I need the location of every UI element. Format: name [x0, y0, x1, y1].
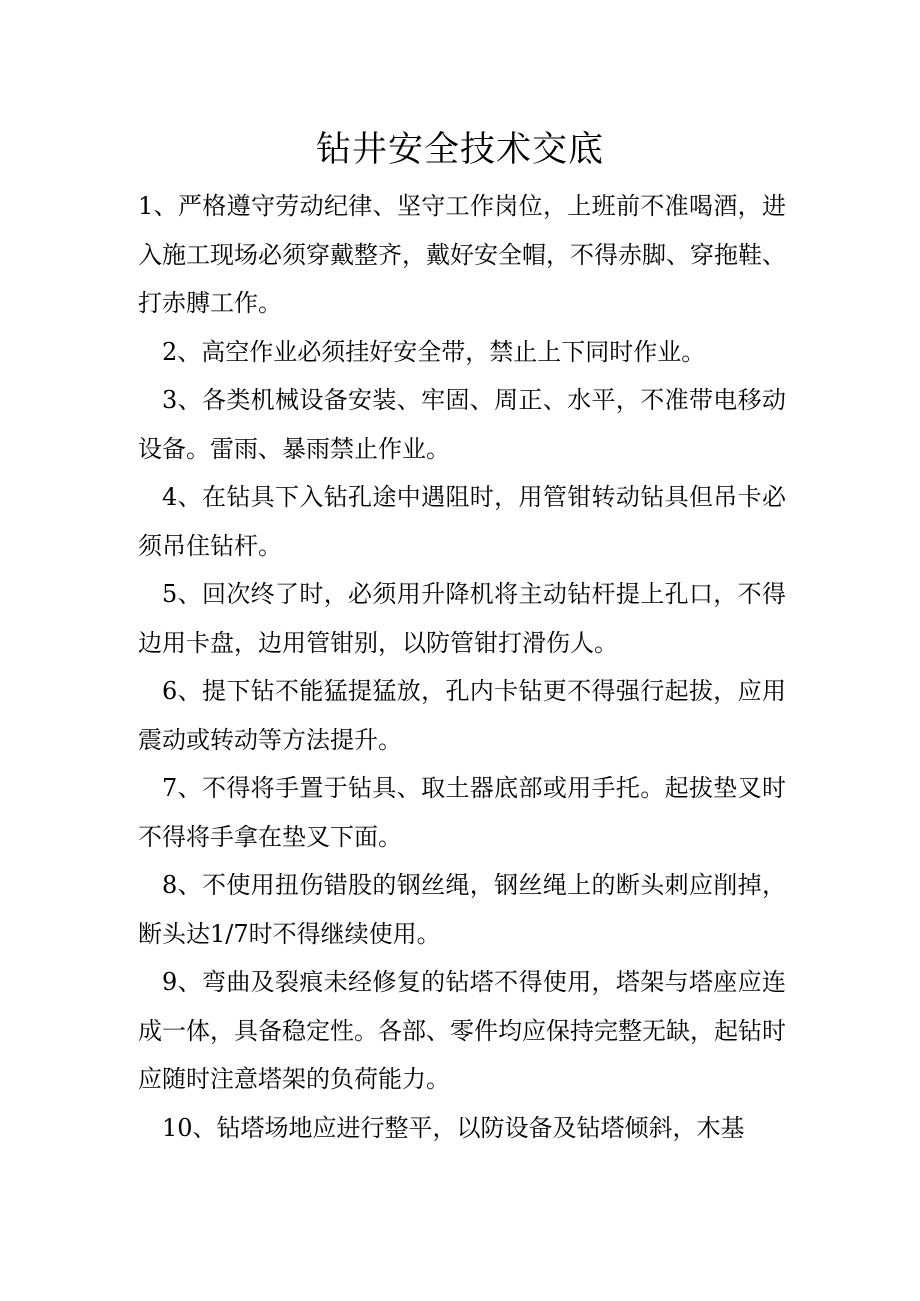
- paragraph-9: 9、弯曲及裂痕未经修复的钻塔不得使用，塔架与塔座应连成一体，具备稳定性。各部、零件均应保持完整无缺，起钻时应随时注意塔架的负荷能力。: [138, 968, 786, 1093]
- document-title: 钻井安全技术交底: [315, 130, 604, 170]
- paragraph-10: 10、钻塔场地应进行整平，以防设备及钻塔倾斜，木基: [162, 1113, 745, 1142]
- paragraph-7: 7、不得将手置于钻具、取土器底部或用手托。起拔垫叉时不得将手拿在垫叉下面。: [138, 774, 786, 851]
- document-body: [138, 182, 786, 1152]
- paragraph-4: 4、在钻具下入钻孔途中遇阻时，用管钳转动钻具但吊卡必须吊住钻杆。: [138, 483, 786, 560]
- paragraph-5: 5、回次终了时，必须用升降机将主动钻杆提上孔口，不得边用卡盘，边用管钳别，以防管钳打滑伤人。: [138, 580, 786, 657]
- paragraph-8: 8、不使用扭伤错股的钢丝绳，钢丝绳上的断头刺应削掉，断头达1/7时不得继续使用。: [138, 871, 786, 948]
- paragraph-6: 6、提下钻不能猛提猛放，孔内卡钻更不得强行起拔，应用震动或转动等方法提升。: [138, 677, 786, 754]
- paragraph-1: 1、严格遵守劳动纪律、坚守工作岗位，上班前不准喝酒，进入施工现场必须穿戴整齐，戴好安全帽，不得赤脚、穿拖鞋、打赤膊工作。: [138, 192, 786, 317]
- paragraph-2: 2、高空作业必须挂好安全带，禁止上下同时作业。: [162, 337, 706, 366]
- paragraph-3: 3、各类机械设备安装、牢固、周正、水平，不准带电移动设备。雷雨、暴雨禁止作业。: [138, 386, 786, 463]
